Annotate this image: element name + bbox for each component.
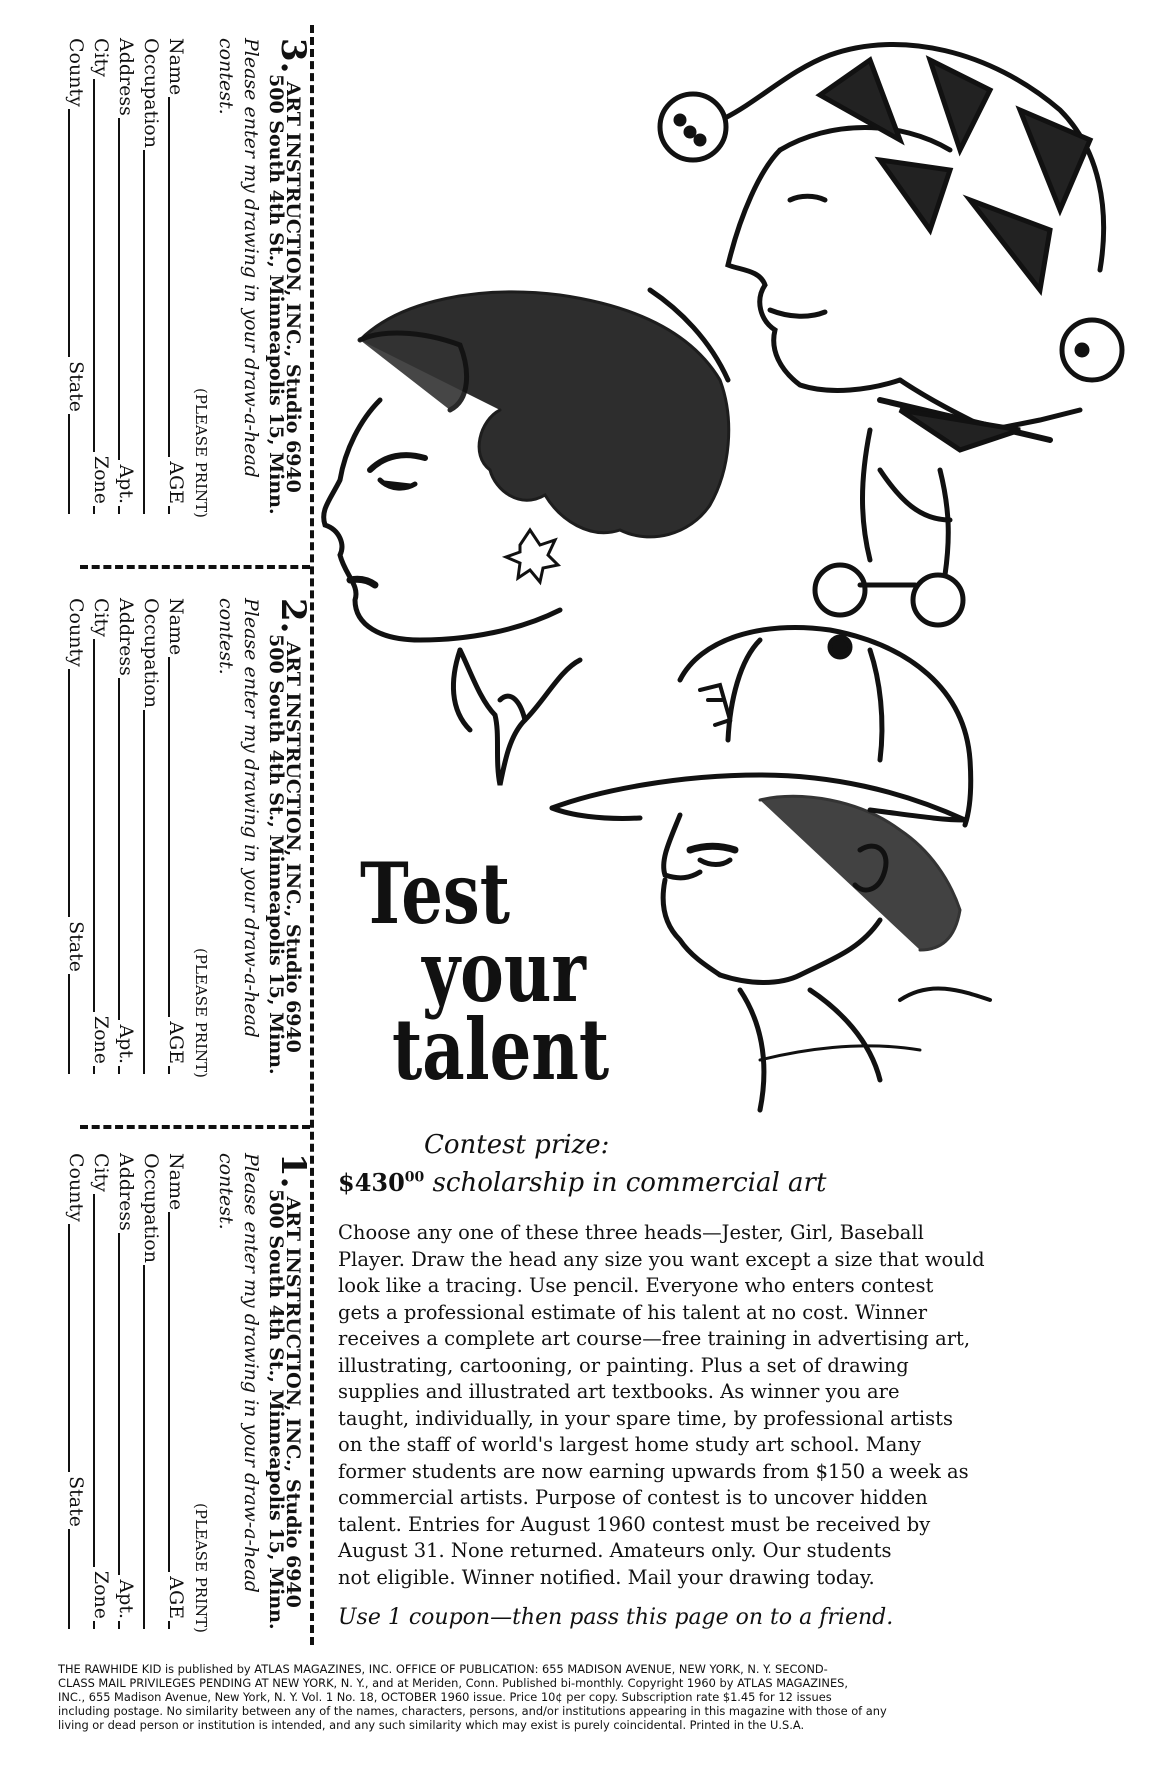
address-field[interactable]: Address Apt. <box>113 38 138 518</box>
coupon-3[interactable] <box>65 38 313 548</box>
address-field[interactable]: Address Apt. <box>113 1153 138 1633</box>
footer-line: INC., 655 Madison Avenue, New York, N. Y. Vol. 1 No. 18, OCTOBER 1960 issue. Price 10¢ per copy. Subscription rate $1.45 for 12 issues <box>58 1690 832 1704</box>
body-line: August 31. None returned. Amateurs only. Our students <box>338 1539 892 1562</box>
coupon-address: 500 South 4th St., Minneapolis 15, Minn. <box>265 74 287 515</box>
county-field[interactable]: County State <box>63 38 88 518</box>
coupon-number: 3. <box>273 38 313 74</box>
prize-cents: 00 <box>404 1169 425 1186</box>
occupation-field[interactable]: Occupation <box>138 1153 163 1633</box>
coupon-print-note: (PLEASE PRINT) <box>192 948 210 1078</box>
body-line: taught, individually, in your spare time, by professional artists <box>338 1406 954 1430</box>
county-field[interactable]: County State <box>63 1153 88 1633</box>
coupon-2[interactable] <box>65 598 313 1108</box>
body-line: Choose any one of these three heads—Jester, Girl, Baseball <box>338 1221 924 1244</box>
coupon-instruction: Please enter my drawing in your draw-a-head contest. <box>215 598 262 1038</box>
coupon-company: ART INSTRUCTION, INC., Studio 6940 <box>282 641 304 1053</box>
jester-bell-side <box>1062 320 1122 380</box>
coupon-address: 500 South 4th St., Minneapolis 15, Minn. <box>265 1189 287 1630</box>
coupon-instruction: Please enter my drawing in your draw-a-head contest. <box>215 1153 262 1593</box>
prize-description: scholarship in commercial art <box>432 1168 827 1198</box>
coupon-number: 2. <box>273 598 313 634</box>
coupon-1[interactable] <box>65 1153 313 1663</box>
footer-line: living or dead person or institution is intended, and any such similarity which may exist is purely coincidental. Printed in the U.S.A. <box>58 1718 805 1732</box>
headline-line-1: Test <box>360 844 511 943</box>
jester-head-drawing <box>660 44 1122 625</box>
headline-line-2: your <box>422 922 586 1021</box>
body-line: illustrating, cartooning, or painting. Plus a set of drawing <box>338 1353 909 1377</box>
occupation-field[interactable]: Occupation <box>138 598 163 1078</box>
body-line: not eligible. Winner notified. Mail your drawing today. <box>338 1565 875 1589</box>
coupon-company: ART INSTRUCTION, INC., Studio 6940 <box>282 1196 304 1608</box>
city-field[interactable]: City Zone <box>88 1153 113 1633</box>
coupon-address: 500 South 4th St., Minneapolis 15, Minn. <box>265 634 287 1075</box>
address-field[interactable]: Address Apt. <box>113 598 138 1078</box>
occupation-field[interactable]: Occupation <box>138 38 163 518</box>
coupon-print-note: (PLEASE PRINT) <box>192 1503 210 1633</box>
city-field[interactable]: City Zone <box>88 38 113 518</box>
coupon-print-note: (PLEASE PRINT) <box>192 388 210 518</box>
footer-line: CLASS MAIL PRIVILEGES PENDING AT NEW YORK, N. Y., and at Meriden, Conn. Published bi-monthly. Copyright 1960 by ATLAS MAGAZINES, <box>58 1676 848 1690</box>
contest-description <box>338 1220 1050 1591</box>
name-field[interactable]: Name AGE <box>163 38 188 518</box>
coupon-divider <box>80 565 310 569</box>
footer-line: including postage. No similarity between any of the names, characters, persons, and/or institutions appearing in this magazine with those of any <box>58 1704 887 1718</box>
coupon-company: ART INSTRUCTION, INC., Studio 6940 <box>282 81 304 493</box>
prize-label: Contest prize: <box>424 1130 610 1160</box>
county-field[interactable]: County State <box>63 598 88 1078</box>
pass-note: Use 1 coupon—then pass this page on to a friend. <box>338 1605 894 1630</box>
prize-amount: $430 <box>338 1168 405 1197</box>
girl-head-drawing <box>324 290 729 785</box>
prize-line <box>338 1168 826 1198</box>
coupon-instruction: Please enter my drawing in your draw-a-head contest. <box>215 38 262 478</box>
name-field[interactable]: Name AGE <box>163 598 188 1078</box>
body-line: gets a professional estimate of his talent at no cost. Winner <box>338 1300 928 1324</box>
publication-footer <box>58 1662 1108 1732</box>
body-line: commercial artists. Purpose of contest is to uncover hidden <box>338 1486 928 1509</box>
body-line: Player. Draw the head any size you want except a size that would <box>338 1247 985 1271</box>
coupon-number: 1. <box>273 1153 313 1189</box>
headline-line-3: talent <box>392 1000 610 1099</box>
name-field[interactable]: Name AGE <box>163 1153 188 1633</box>
body-line: receives a complete art course—free training in advertising art, <box>338 1327 971 1350</box>
body-line: on the staff of world's largest home study art school. Many <box>338 1433 921 1456</box>
body-line: look like a tracing. Use pencil. Everyone who enters contest <box>338 1274 934 1297</box>
body-line: talent. Entries for August 1960 contest must be received by <box>338 1512 931 1536</box>
headline <box>360 844 670 1099</box>
city-field[interactable]: City Zone <box>88 598 113 1078</box>
body-line: former students are now earning upwards from $150 a week as <box>338 1459 969 1483</box>
body-line: supplies and illustrated art textbooks. As winner you are <box>338 1380 900 1403</box>
coupon-divider <box>80 1125 310 1129</box>
footer-line: THE RAWHIDE KID is published by ATLAS MAGAZINES, INC. OFFICE OF PUBLICATION: 655 MADISON AVENUE, NEW YORK, N. Y. SECOND- <box>58 1662 828 1676</box>
